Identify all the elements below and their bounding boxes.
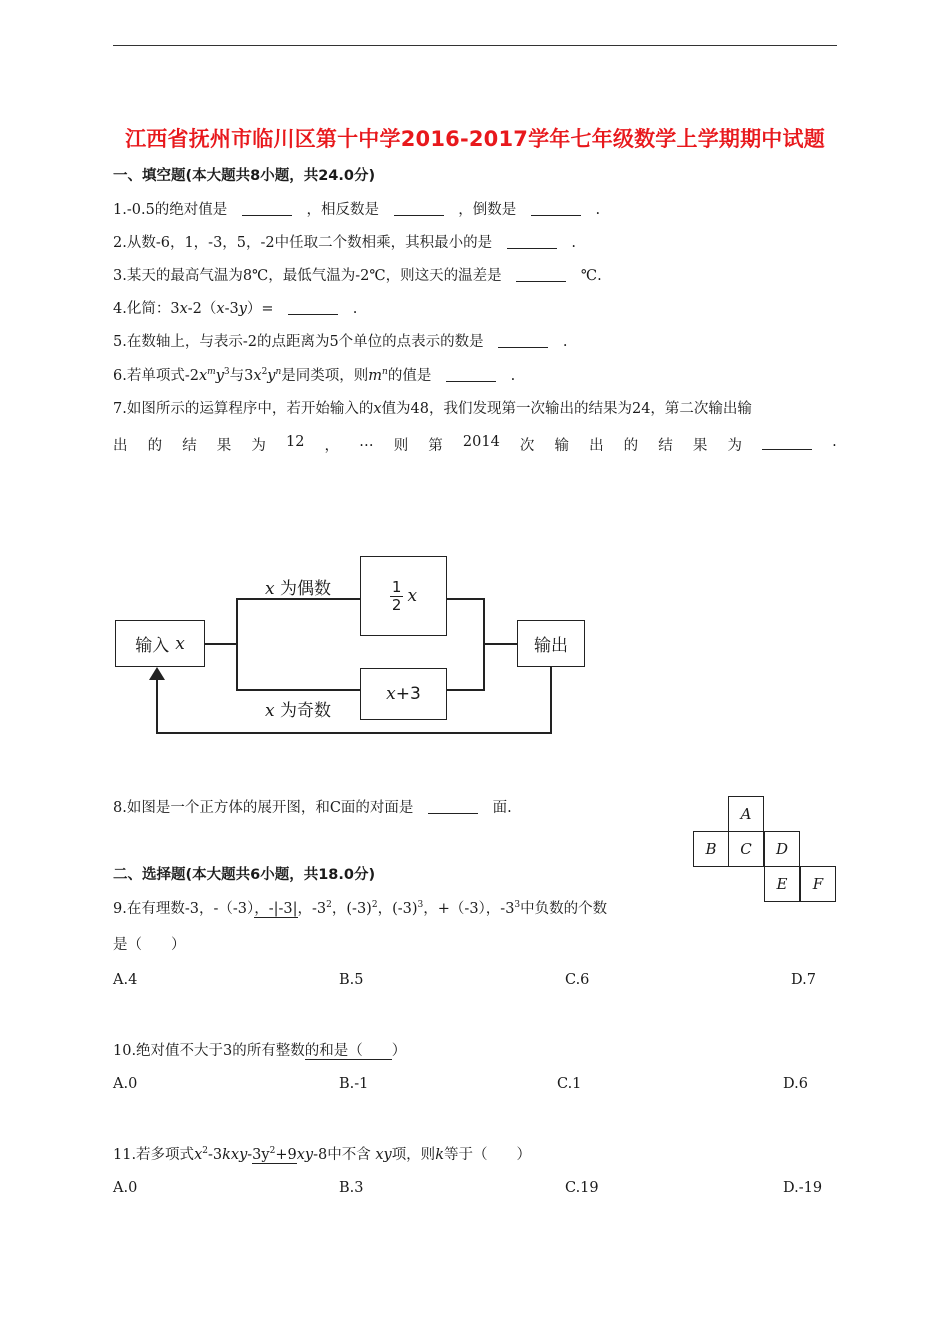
loop-line [550,667,552,734]
answer-blank[interactable] [498,333,548,349]
branch-line [446,689,484,691]
net-face-e: E [764,866,800,902]
answer-blank[interactable] [531,201,581,217]
net-face-d: D [764,831,800,867]
option-d[interactable]: D.6 [783,1076,808,1092]
question-3: 3.某天的最高气温为8℃，最低气温为-2℃，则这天的温差是 ℃. [113,268,602,284]
section-heading-multiple-choice: 二、选择题(本大题共6小题，共18.0分) [113,867,376,883]
answer-blank[interactable] [762,434,812,450]
question-1: 1.-0.5的绝对值是 ，相反数是 ，倒数是 . [113,202,601,218]
question-9-line-1: 9.在有理数-3，-（-3），-|-3|，$-3^2$，$(-3)^2$，$(-3)^3$，+（-3），$-3^3$中负数的个数 [113,900,608,917]
answer-blank[interactable] [288,300,338,316]
option-d[interactable]: D.-19 [783,1180,823,1196]
page-title: 江西省抚州市临川区第十中学2016-2017学年七年级数学上学期期中试题 [125,127,825,151]
question-2: 2.从数-6，1，-3，5，-2中任取二个数相乘，其积最小的是 . [113,235,576,251]
loop-line [156,732,552,734]
fraction-one-half: 1 2 [391,577,402,614]
branch-line [483,643,517,645]
question-11: 11.若多项式$x^2-3kxy-3y^2+9xy-8$中不含 xy项，则k等于（ ） [113,1146,531,1163]
question-8: 8.如图是一个正方体的展开图，和C面的对面是 面. [113,800,512,816]
answer-blank[interactable] [394,201,444,217]
option-a[interactable]: A.4 [113,972,138,988]
input-box: 输入 x [115,620,205,667]
answer-blank[interactable] [428,799,478,815]
even-branch-label: x 为偶数 [265,579,331,599]
header-rule [113,45,837,46]
option-a[interactable]: A.0 [113,1076,138,1092]
option-b[interactable]: B.5 [339,972,364,988]
section-heading-fill-in: 一、填空题(本大题共8小题，共24.0分) [113,168,376,184]
question-10: 10.绝对值不大于3的所有整数的和是（ ） [113,1043,407,1059]
arrow-up-icon [149,667,165,681]
question-5: 5.在数轴上，与表示-2的点距离为5个单位的点表示的数是 . [113,334,568,350]
option-d[interactable]: D.7 [791,972,816,988]
half-operation-box: 1 2 x [360,556,447,636]
option-a[interactable]: A.0 [113,1180,138,1196]
question-7-line-1: 7.如图所示的运算程序中，若开始输入的x值为48，我们发现第一次输出的结果为24，第二次输出输 [113,401,752,417]
option-b[interactable]: B.3 [339,1180,364,1196]
question-9-line-2: 是（ ） [113,937,186,953]
answer-blank[interactable] [446,367,496,383]
question-4: 4.化简：3x-2（x-3y）= . [113,301,358,317]
branch-line [236,689,360,691]
option-c[interactable]: C.1 [557,1076,582,1092]
branch-line [446,598,484,600]
answer-blank[interactable] [507,234,557,250]
question-7-line-2: 出 的 结 果 为 12 ， … 则 第 2014 次 输 出 的 结 果 为 . [113,434,837,454]
output-box: 输出 [517,620,585,667]
net-face-f: F [800,866,836,902]
option-c[interactable]: C.6 [565,972,590,988]
answer-blank[interactable] [242,201,292,217]
net-face-a: A [728,796,764,832]
net-face-b: B [693,831,729,867]
net-face-c: C [728,831,764,867]
loop-line [156,676,158,734]
question-6: 6.若单项式$-2x^my^3$与$3x^2y^n$是同类项，则$m^n$的值是 . [113,367,516,384]
branch-line [205,643,237,645]
option-c[interactable]: C.19 [565,1180,599,1196]
plus-three-operation-box: x +3 [360,668,447,720]
answer-blank[interactable] [516,267,566,283]
odd-branch-label: x 为奇数 [265,701,331,721]
option-b[interactable]: B.-1 [339,1076,369,1092]
